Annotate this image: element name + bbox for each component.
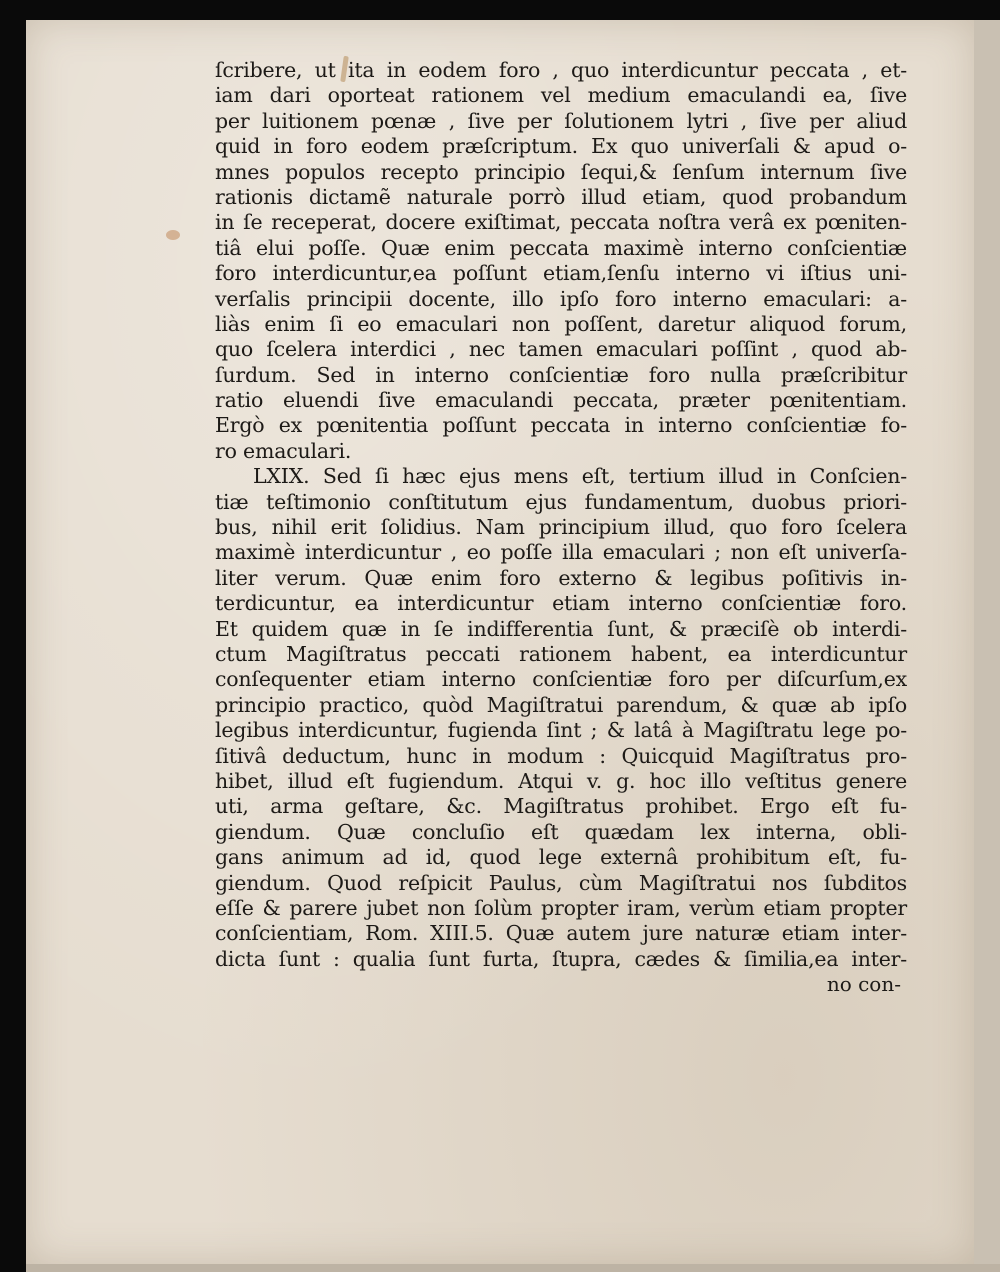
text-line: hibet, illud eſt fugiendum. Atqui v. g. hoc illo veſtitus genere [215,768,907,793]
text-line: rationis dictamẽ naturale porrò illud etiam, quod probandum [215,184,907,209]
text-line: legibus interdicuntur, fugienda ſint ; & latâ à Magiſtratu lege po- [215,718,907,743]
text-line: Et quidem quæ in ſe indifferentia ſunt, & præciſè ob interdi- [215,616,907,641]
text-line: conſcientiam, Rom. XIII.5. Quæ autem jure naturæ etiam inter- [215,921,907,946]
text-line: liter verum. Quæ enim foro externo & legibus poſitivis in- [215,565,907,590]
text-line: quid in foro eodem præſcriptum. Ex quo univerſali & apud o- [215,134,907,159]
text-line: per luitionem pœnæ , ſive per ſolutionem lytri , ſive per aliud [215,108,907,133]
text-line: iam dari oporteat rationem vel medium emaculandi ea, ſive [215,83,907,108]
text-line: ſurdum. Sed in interno conſcientiæ foro nulla præſcribitur [215,362,907,387]
text-line: ctum Magiſtratus peccati rationem habent, ea interdicuntur [215,641,907,666]
text-line: gans animum ad id, quod lege externâ prohibitum eſt, fu- [215,845,907,870]
paragraph-start-line: LXIX. Sed ſi hæc ejus mens eſt, tertium illud in Conſcien- [253,464,907,489]
text-line: foro interdicuntur,ea poſſunt etiam,ſenſu interno vi iſtius uni- [215,261,907,286]
paper-stain [166,230,180,240]
page-bottom-edge [26,1264,1000,1272]
text-line: in ſe receperat, docere exiſtimat, peccata noſtra verâ ex pœniten- [215,210,907,235]
text-line: ratio eluendi ſive emaculandi peccata, præter pœnitentiam. [215,388,907,413]
text-line: principio practico, quòd Magiſtratui parendum, & quæ ab ipſo [215,692,907,717]
text-line: tiæ teſtimonio conſtitutum ejus fundamentum, duobus priori- [215,489,907,514]
text-line: giendum. Quæ concluſio eſt quædam lex interna, obli- [215,819,907,844]
text-line: tiâ elui poſſe. Quæ enim peccata maximè interno conſcientiæ [215,235,907,260]
text-line: maximè interdicuntur , eo poſſe illa emaculari ; non eſt univerſa- [215,540,907,565]
text-line: conſequenter etiam interno conſcientiæ foro per diſcurſum,ex [215,667,907,692]
text-line: ro emaculari. [215,438,352,463]
text-line: liàs enim ſi eo emaculari non poſſent, daretur aliquod forum, [215,311,907,336]
text-line: quo ſcelera interdici , nec tamen emaculari poſſint , quod ab- [215,337,907,362]
text-line: verſalis principii docente, illo ipſo foro interno emaculari: a- [215,286,907,311]
text-line: bus, nihil erit ſolidius. Nam principium illud, quo foro ſcelera [215,515,907,540]
text-line: Ergò ex pœnitentia poſſunt peccata in interno conſcientiæ fo- [215,413,907,438]
catchword: no con- [826,972,901,997]
text-line: terdicuntur, ea interdicuntur etiam interno conſcientiæ foro. [215,591,907,616]
text-line: ſcribere, ut ita in eodem foro , quo interdicuntur peccata , et- [215,58,907,82]
text-line: uti, arma geſtare, &c. Magiſtratus prohibet. Ergo eſt fu- [215,794,907,819]
text-line: giendum. Quod reſpicit Paulus, cùm Magiſtratui nos ſubditos [215,870,907,895]
facing-page-edge [974,20,1000,1272]
text-line: dicta ſunt : qualia ſunt furta, ſtupra, cædes & ſimilia,ea inter- [215,946,907,971]
text-line: eſſe & parere jubet non ſolùm propter iram, verùm etiam propter [215,895,907,920]
text-block [215,58,907,997]
text-line: ſitivâ deductum, hunc in modum : Quicquid Magiſtratus pro- [215,743,907,768]
text-line: mnes populos recepto principio ſequi,& ſenſum internum ſive [215,159,907,184]
